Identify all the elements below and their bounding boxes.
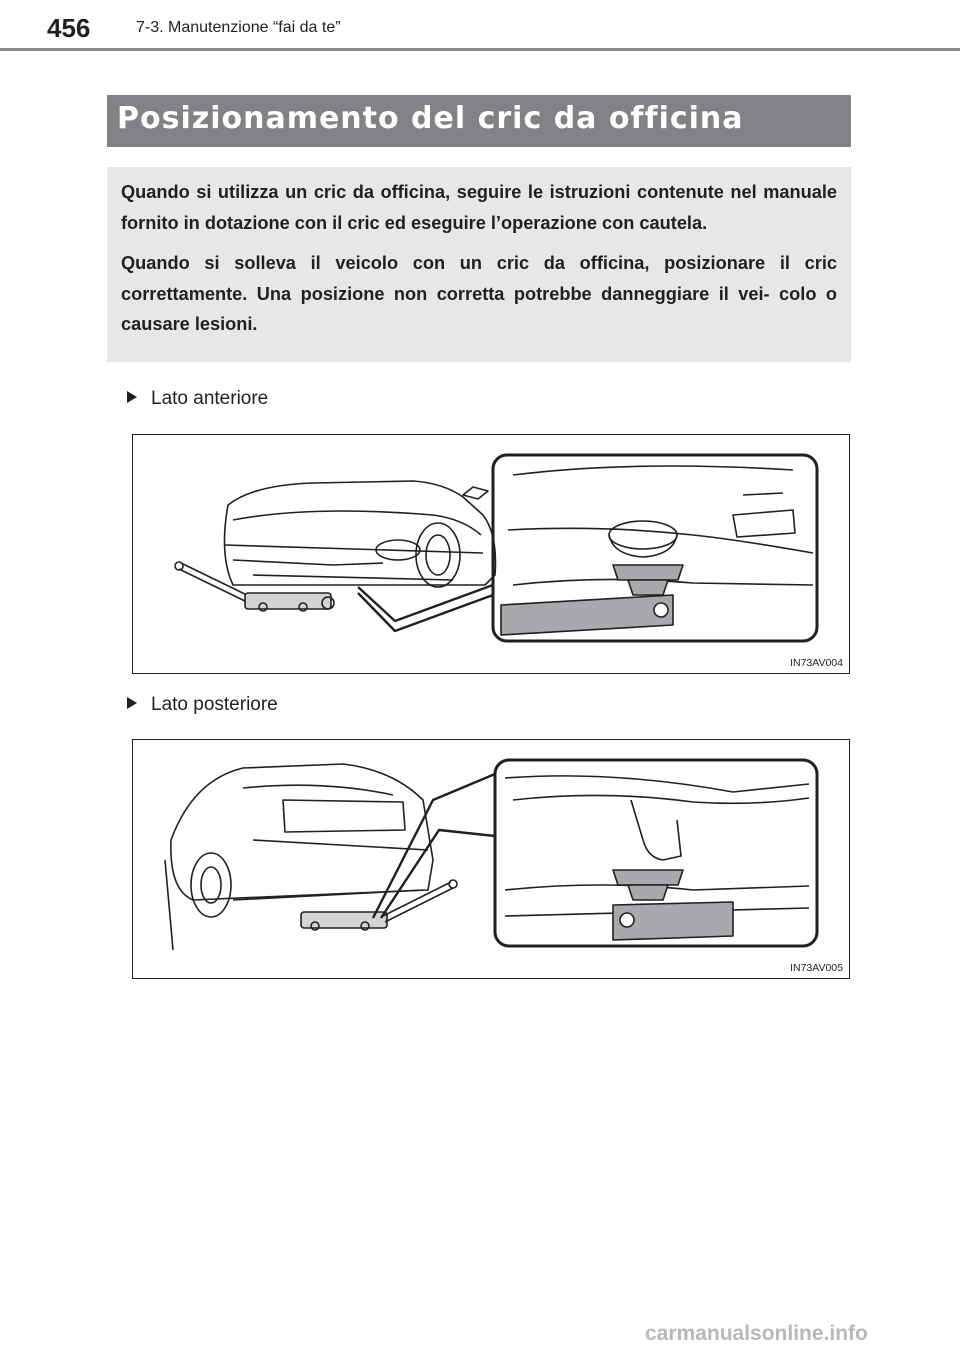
intro-paragraph-1: Quando si utilizza un cric da officina, seguire le istruzioni contenute nel manuale fornito in dotazione con il cric ed eseguire l’operazione con cautela. xyxy=(121,182,837,233)
bullet-triangle-icon xyxy=(127,697,137,709)
rear-jack-illustration xyxy=(133,740,849,978)
intro-paragraph-2: Quando si solleva il veicolo con un cric da officina, posizionare il cric correttamente. Una posizione non corretta potrebbe danneggiare il vei- colo o causare lesioni. xyxy=(121,253,837,334)
bullet-front-label: Lato anteriore xyxy=(151,388,269,409)
bullet-rear-label: Lato posteriore xyxy=(151,694,278,715)
title-bar xyxy=(107,95,851,147)
page-number: 456 xyxy=(47,13,91,43)
figure-front xyxy=(132,434,850,674)
page-title: Posizionamento del cric da officina xyxy=(117,101,744,136)
section-label: 7-3. Manutenzione “fai da te” xyxy=(136,19,341,36)
figure-rear xyxy=(132,739,850,979)
intro-box xyxy=(107,167,851,362)
figure-code-front: IN73AV004 xyxy=(790,657,843,669)
header-rule xyxy=(0,48,960,51)
bullet-front xyxy=(127,388,268,410)
front-jack-illustration xyxy=(133,435,849,673)
bullet-triangle-icon xyxy=(127,391,137,403)
watermark: carmanualsonline.info xyxy=(645,1322,868,1345)
bullet-rear xyxy=(127,694,278,716)
figure-code-rear: IN73AV005 xyxy=(790,962,843,974)
